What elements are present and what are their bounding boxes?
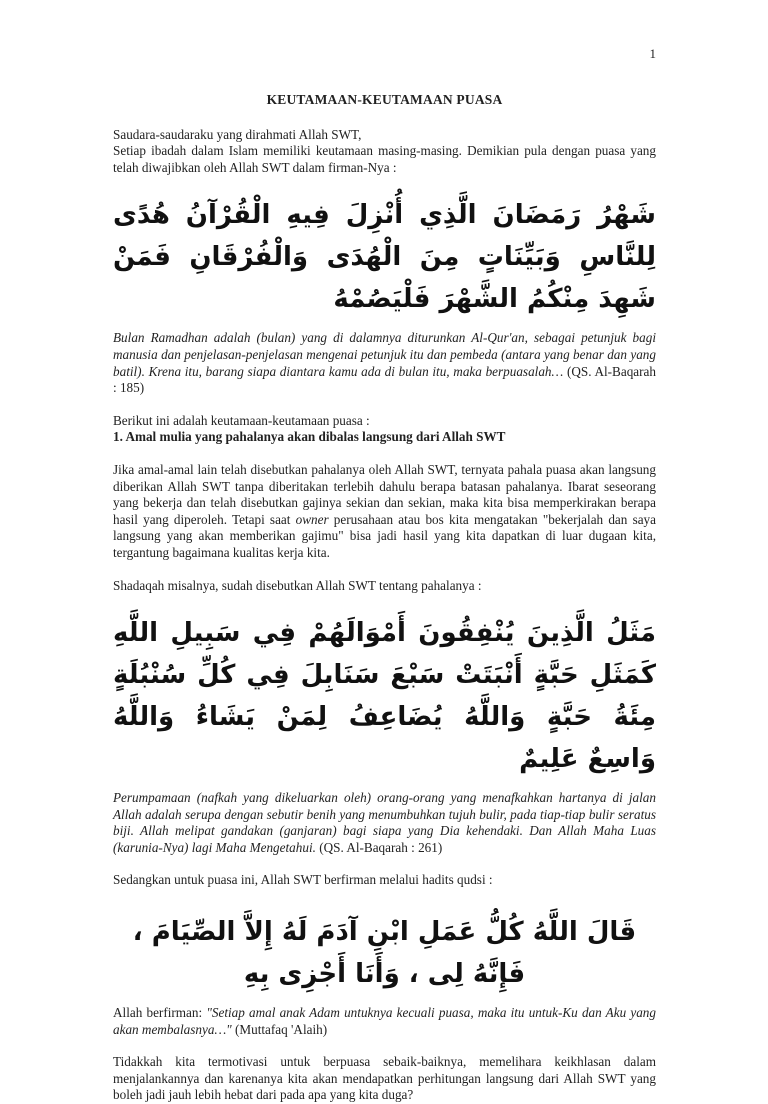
hadith-qudsi-intro: Sedangkan untuk puasa ini, Allah SWT berfirman melalui hadits qudsi : bbox=[113, 872, 493, 888]
verse-185-translation-text: Bulan Ramadhan adalah (bulan) yang di dalamnya diturunkan Al-Qur'an, sebagai petunjuk bagi manusia dan penjelasan-penjelasan mengenai petunjuk itu dan pembeda (antara yang benar dan yang batil). Krena itu, barang siapa diantara kamu ada di bulan itu, maka berpuasalah… bbox=[113, 330, 656, 379]
verse-185-reference: (QS. Al-Baqarah : 185) bbox=[113, 363, 656, 396]
verse-261-translation bbox=[113, 790, 656, 856]
hadith-lead: Allah berfirman: bbox=[113, 1005, 207, 1021]
hadith-arabic: قَالَ اللَّهُ كُلُّ عَمَلِ ابْنِ آدَمَ لَهُ إِلاَّ الصِّيَامَ ، فَإِنَّهُ لِى ، وَأَنَا أَجْزِى بِهِ bbox=[132, 917, 637, 990]
page-number: 1 bbox=[649, 46, 656, 61]
point-1-paragraph bbox=[113, 462, 656, 562]
document-title: KEUTAMAAN-KEUTAMAAN PUASA bbox=[266, 92, 503, 107]
list-intro: Berikut ini adalah keutamaan-keutamaan puasa : bbox=[113, 412, 370, 428]
owner-term: owner bbox=[295, 511, 329, 527]
verse-185-arabic: شَهْرُ رَمَضَانَ الَّذِي أُنْزِلَ فِيهِ الْقُرْآنُ هُدًى لِلنَّاسِ وَبَيِّنَاتٍ مِنَ الْهُدَى وَالْفُرْقَانِ فَمَنْ شَهِدَ مِنْكُمُ الشَّهْرَ فَلْيَصُمْهُ bbox=[113, 200, 656, 315]
shadaqah-intro: Shadaqah misalnya, sudah disebutkan Allah SWT tentang pahalanya : bbox=[113, 577, 482, 593]
closing-paragraph: Tidakkah kita termotivasi untuk berpuasa sebaik-baiknya, memelihara keikhlasan dalam menjalankannya dan karenanya kita akan mendapatkan perhitungan langsung dari Allah SWT yang boleh jadi jauh lebih hebat dari pada apa yang kita duga? bbox=[113, 1054, 656, 1103]
point-1-text-a: Jika amal-amal lain telah disebutkan pahalanya oleh Allah SWT, ternyata pahala puasa akan langsung diberikan Allah SWT tanpa diberitakan terlebih dahulu berapa batasan pahalanya. Ibarat seseorang yang bekerja dan telah disebutkan gajinya sekian dan sekian, maka kita bisa memperkirakan berapa hasil yang diperoleh. Tetapi saat bbox=[113, 461, 656, 527]
greeting: Saudara-saudaraku yang dirahmati Allah SWT, bbox=[113, 126, 362, 142]
verse-185-translation bbox=[113, 330, 656, 396]
verse-261-arabic: مَثَلُ الَّذِينَ يُنْفِقُونَ أَمْوَالَهُمْ فِي سَبِيلِ اللَّهِ كَمَثَلِ حَبَّةٍ أَنْبَتَتْ سَبْعَ سَنَابِلَ فِي كُلِّ سُنْبُلَةٍ مِئَةُ حَبَّةٍ وَاللَّهُ يُضَاعِفُ لِمَنْ يَشَاءُ وَاللَّهُ وَاسِعٌ عَلِيمٌ bbox=[113, 618, 656, 775]
hadith-translation-text: "Setiap amal anak Adam untuknya kecuali puasa, maka itu untuk-Ku dan Aku yang akan membalasnya…" bbox=[113, 1005, 656, 1037]
point-1-heading: 1. Amal mulia yang pahalanya akan dibalas langsung dari Allah SWT bbox=[113, 429, 506, 445]
hadith-translation bbox=[113, 1005, 656, 1038]
hadith-reference: (Muttafaq 'Alaih) bbox=[231, 1021, 328, 1037]
intro-paragraph: Setiap ibadah dalam Islam memiliki keutamaan masing-masing. Demikian pula dengan puasa yang telah diwajibkan oleh Allah SWT dalam firman-Nya : bbox=[113, 143, 656, 175]
point-1-text-b: perusahaan atau bos kita mengatakan "bekerjalah dan saya langsung yang akan memberikan gajimu" bisa jadi hasil yang kita dapatkan di luar dugaan kita, tergantung bagaimana kualitas kerja kita. bbox=[113, 511, 656, 560]
document-body bbox=[113, 92, 656, 1104]
verse-261-reference: (QS. Al-Baqarah : 261) bbox=[315, 839, 443, 855]
verse-261-translation-text: Perumpamaan (nafkah yang dikeluarkan oleh) orang-orang yang menafkahkan hartanya di jalan Allah adalah serupa dengan sebutir benih yang menumbuhkan tujuh bulir, pada tiap-tiap bulir seratus biji. Allah melipat gandakan (ganjaran) bagi siapa yang Dia kehendaki. Dan Allah Maha Luas (karunia-Nya) lagi Maha Mengetahui. bbox=[113, 790, 656, 855]
